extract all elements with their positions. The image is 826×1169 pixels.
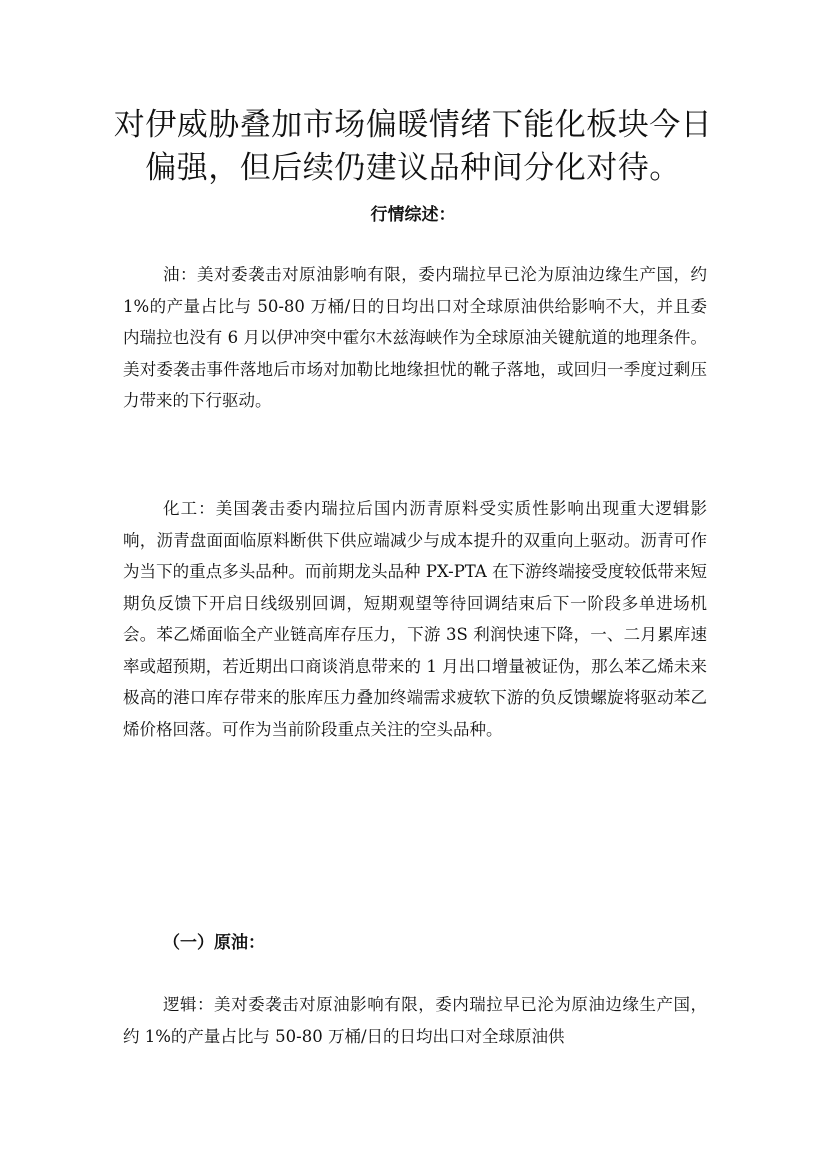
market-overview-heading: 行情综述：	[370, 205, 456, 225]
oil-summary-paragraph: 油：美对委袭击对原油影响有限，委内瑞拉早已沦为原油边缘生产国，约 1%的产量占比与 50-80 万桶/日的日均出口对全球原油供给影响不大，并且委内瑞拉也没有 6 月以伊冲突中霍尔木兹海峡作为全球原油关键航道的地理条件。美对委袭击事件落地后市场对加勒比地缘担忧的靴子落地，或回归一季度过剩压力带来的下行驱动。	[123, 265, 707, 410]
document-title: 对伊威胁叠加市场偏暖情绪下能化板块今日偏强，但后续仍建议品种间分化对待。	[113, 107, 713, 186]
crude-oil-logic-paragraph: 逻辑：美对委袭击对原油影响有限，委内瑞拉早已沦为原油边缘生产国，约 1%的产量占比与 50-80 万桶/日的日均出口对全球原油供	[123, 995, 707, 1046]
chemical-summary-paragraph: 化工：美国袭击委内瑞拉后国内沥青原料受实质性影响出现重大逻辑影响，沥青盘面面临原料断供下供应端减少与成本提升的双重向上驱动。沥青可作为当下的重点多头品种。而前期龙头品种 PX-PTA 在下游终端接受度较低带来短期负反馈下开启日线级别回调，短期观望等待回调结束后下一阶段多单进场机会。苯乙烯面临全产业链高库存压力，下游 3S 利润快速下降，一、二月累库速率或超预期，若近期出口商谈消息带来的 1 月出口增量被证伪，那么苯乙烯未来极高的港口库存带来的胀库压力叠加终端需求疲软下游的负反馈螺旋将驱动苯乙烯价格回落。可作为当前阶段重点关注的空头品种。	[123, 499, 707, 739]
crude-oil-section-heading: （一）原油：	[163, 933, 265, 953]
